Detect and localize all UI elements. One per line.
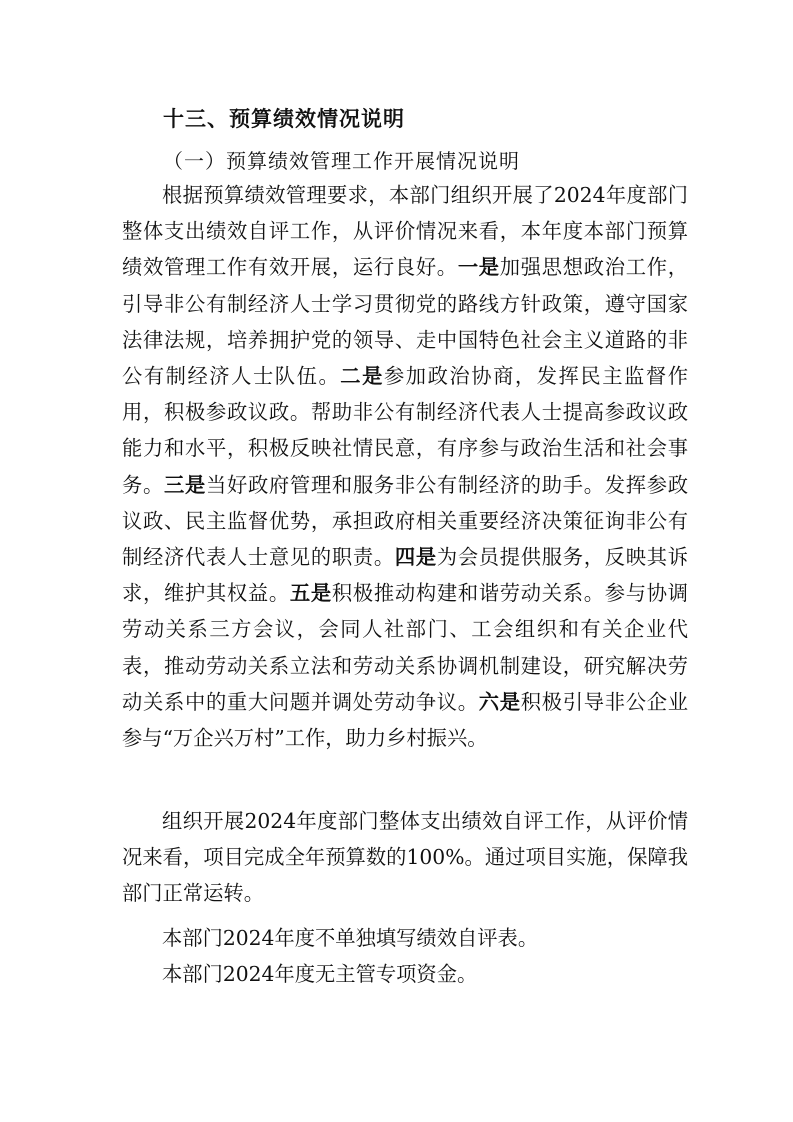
point-text-6: 积极引导非公企业参与“万企兴万村”工作，助力乡村振兴。 [122, 689, 688, 751]
point-text-1: 加强思想政治工作，引导非公有制经济人士学习贯彻党的路线方针政策，遵守国家法律法规，培养拥护党的领导、走中国特色社会主义道路的非公有制经济人士队伍。 [122, 255, 688, 389]
paragraph-performance-overview [122, 177, 688, 756]
point-marker-2: 二是 [340, 364, 384, 389]
paragraph-self-evaluation-form: 本部门2024年度不单独填写绩效自评表。 [162, 926, 539, 950]
subsection-title: （一）预算绩效管理工作开展情况说明 [163, 149, 520, 173]
point-marker-1: 一是 [457, 255, 500, 280]
point-marker-5: 五是 [289, 581, 332, 606]
point-marker-3: 三是 [163, 472, 206, 497]
point-marker-6: 六是 [478, 689, 521, 714]
point-text-2: 参加政治协商，发挥民主监督作用，积极参政议政。帮助非公有制经济代表人士提高参政议政能力和水平，积极反映社情民意，有序参与政治生活和社会事务。 [122, 364, 688, 497]
paragraph-intro: 根据预算绩效管理要求，本部门组织开展了2024年度部门整体支出绩效自评工作，从评价情况来看，本年度本部门预算绩效管理工作有效开展，运行良好。 [122, 183, 688, 280]
section-title: 十三、预算绩效情况说明 [163, 107, 405, 131]
paragraph-project-completion: 组织开展2024年度部门整体支出绩效自评工作，从评价情况来看，项目完成全年预算数的100%。通过项目实施，保障我部门正常运转。 [122, 809, 688, 906]
point-text-4: 为会员提供服务，反映其诉求，维护其权益。 [122, 545, 688, 606]
point-text-5: 积极推动构建和谐劳动关系。参与协调劳动关系三方会议，会同人社部门、工会组织和有关企业代表，推动劳动关系立法和劳动关系协调机制建设，研究解决劳动关系中的重大问题并调处劳动争议。 [122, 581, 688, 714]
point-text-3: 当好政府管理和服务非公有制经济的助手。发挥参政议政、民主监督优势，承担政府相关重要经济决策征询非公有制经济代表人士意见的职责。 [122, 472, 688, 570]
paragraph-special-funds: 本部门2024年度无主管专项资金。 [162, 962, 478, 986]
point-marker-4: 四是 [394, 545, 437, 570]
